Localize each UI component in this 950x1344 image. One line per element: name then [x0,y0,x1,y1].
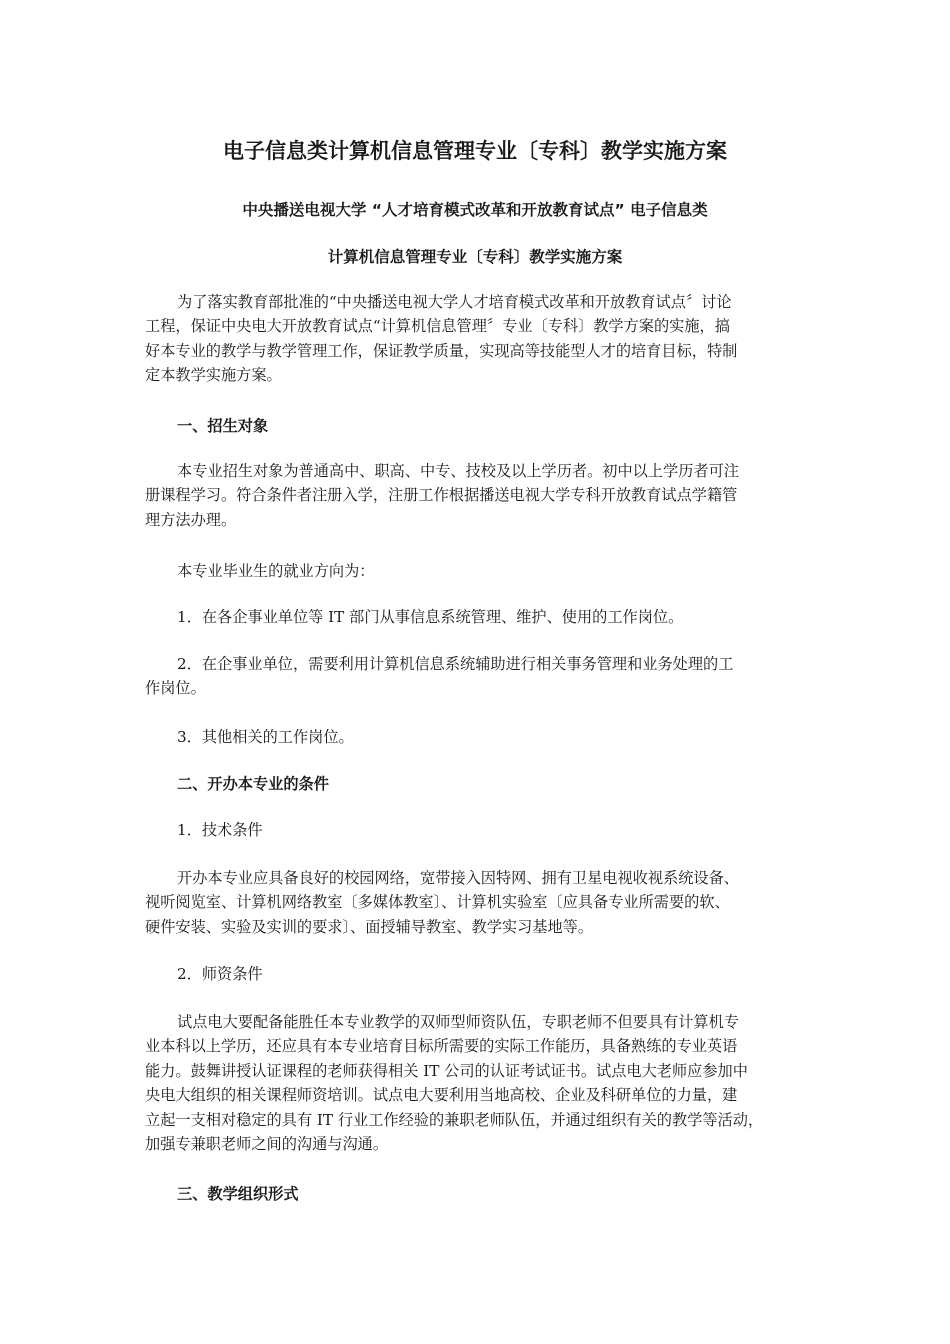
intro-line: 工程，保证中央电大开放教育试点“计算机信息管理〞专业〔专科〕教学方案的实施，搞 [145,317,730,336]
document-subtitle-line1: 中央播送电视大学 “人才培育模式改革和开放教育试点” 电子信息类 [242,201,708,219]
paragraph-line: 业本科以上学历，还应具有本专业培育目标所需要的实际工作能历，具备熟练的专业英语 [145,1037,738,1056]
employment-intro: 本专业毕业生的就业方向为： [177,562,375,580]
section-heading-conditions: 二、开办本专业的条件 [177,775,329,793]
subsection-technical: 1．技术条件 [177,821,263,839]
subsection-faculty: 2．师资条件 [177,965,263,983]
employment-item-3: 3．其他相关的工作岗位。 [177,728,354,746]
paragraph-line: 视听阅览室、计算机网络教室〔多媒体教室〕、计算机实验室〔应具备专业所需要的软、 [145,893,730,912]
intro-line: 定本教学实施方案。 [145,366,282,385]
section-heading-teaching-organization: 三、教学组织形式 [177,1185,299,1203]
paragraph-line: 立起一支相对稳定的具有 IT 行业工作经验的兼职老师队伍，并通过组织有关的教学等活动， [145,1110,764,1129]
paragraph-line: 本专业招生对象为普通高中、职高、中专、技校及以上学历者。初中以上学历者可注 [177,462,739,480]
employment-item-1: 1．在各企事业单位等 IT 部门从事信息系统管理、维护、使用的工作岗位。 [177,608,684,626]
paragraph-line: 加强专兼职老师之间的沟通与沟通。 [145,1135,388,1154]
item-line: 2．在企事业单位，需要利用计算机信息系统辅助进行相关事务管理和业务处理的工 [177,655,734,673]
technical-paragraph [145,866,813,939]
enrollment-paragraph [145,459,813,532]
paragraph-line: 理方法办理。 [145,510,237,529]
faculty-paragraph [145,1010,813,1156]
section-heading-enrollment: 一、招生对象 [177,417,269,435]
document-title: 电子信息类计算机信息管理专业〔专科〕教学实施方案 [223,139,727,163]
paragraph-line: 开办本专业应具备良好的校园网络，宽带接入因特网、拥有卫星电视收视系统设备、 [177,869,739,887]
intro-line: 好本专业的教学与教学管理工作，保证教学质量，实现高等技能型人才的培育目标，特制 [145,341,738,360]
intro-paragraph [145,290,813,388]
paragraph-line: 能力。鼓舞讲授认证课程的老师获得相关 IT 公司的认证考试证书。试点电大老师应参加中 [145,1061,748,1080]
paragraph-line: 硬件安装、实验及实训的要求〕、面授辅导教室、教学实习基地等。 [145,917,594,936]
document-subtitle-line2: 计算机信息管理专业〔专科〕教学实施方案 [327,248,623,266]
employment-item-2 [145,652,813,701]
paragraph-line: 央电大组织的相关课程师资培训。试点电大要利用当地高校、企业及科研单位的力量，建 [145,1086,738,1105]
paragraph-line: 册课程学习。符合条件者注册入学，注册工作根据播送电视大学专科开放教育试点学籍管 [145,486,738,505]
paragraph-line: 试点电大要配备能胜任本专业教学的双师型师资队伍，专职老师不但要具有计算机专 [177,1013,739,1031]
intro-line: 为了落实教育部批准的“中央播送电视大学人才培育模式改革和开放教育试点〞讨论 [177,293,732,311]
item-line: 作岗位。 [145,679,206,698]
